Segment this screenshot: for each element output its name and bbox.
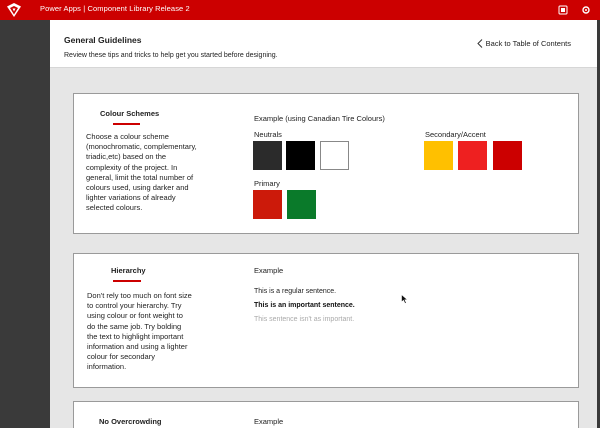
no-overcrowding-card	[73, 401, 579, 428]
swatch-accent-3	[493, 141, 522, 170]
canadian-tire-logo-icon	[6, 2, 22, 18]
swatch-neutral-3	[320, 141, 349, 170]
app-launcher-icon[interactable]	[557, 4, 569, 16]
example-label: Example (using Canadian Tire Colours)	[254, 114, 385, 123]
secondary-sentence: This sentence isn't as important.	[254, 316, 355, 323]
back-to-toc-button[interactable]	[477, 39, 571, 48]
example-label: Example	[254, 266, 284, 275]
card-title: Hierarchy	[111, 266, 146, 275]
colour-schemes-card	[73, 93, 579, 234]
swatch-primary-2	[287, 190, 316, 219]
accent-label: Secondary/Accent	[425, 130, 486, 139]
card-title: Colour Schemes	[100, 109, 160, 118]
guidelines-content[interactable]	[50, 69, 597, 428]
hierarchy-card	[73, 253, 579, 388]
back-label: Back to Table of Contents	[485, 39, 571, 48]
card-description: Choose a colour scheme (monochromatic, complementary, triadic,etc) based on the complexity of the project. In general, limit the total number of colours used, using darker and lighter variations of already selected colours.	[86, 132, 197, 213]
page-title: General Guidelines	[64, 35, 142, 45]
page-header	[50, 20, 597, 68]
important-sentence: This is an important sentence.	[254, 302, 355, 309]
example-label: Example	[254, 417, 284, 426]
card-title: No Overcrowding	[99, 417, 162, 426]
swatch-neutral-1	[253, 141, 282, 170]
neutrals-label: Neutrals	[254, 130, 282, 139]
title-underline	[113, 280, 141, 282]
app-title: Power Apps | Component Library Release 2	[40, 4, 190, 13]
title-underline	[113, 123, 140, 125]
regular-sentence: This is a regular sentence.	[254, 288, 337, 295]
left-sidebar	[0, 20, 50, 428]
swatch-primary-1	[253, 190, 282, 219]
swatch-accent-2	[458, 141, 487, 170]
page-subtitle: Review these tips and tricks to help get you started before designing.	[64, 52, 278, 59]
swatch-accent-1	[424, 141, 453, 170]
swatch-neutral-2	[286, 141, 315, 170]
mouse-cursor-icon	[401, 294, 409, 304]
primary-label: Primary	[254, 179, 280, 188]
top-bar	[0, 0, 600, 20]
settings-icon[interactable]	[580, 4, 592, 16]
chevron-left-icon	[477, 39, 483, 48]
card-description: Don't rely too much on font size to control your hierarchy. Try using colour or font weight to do the same job. Try bolding the text to highlight important information and using a lighter colour for secondary information.	[87, 291, 192, 372]
